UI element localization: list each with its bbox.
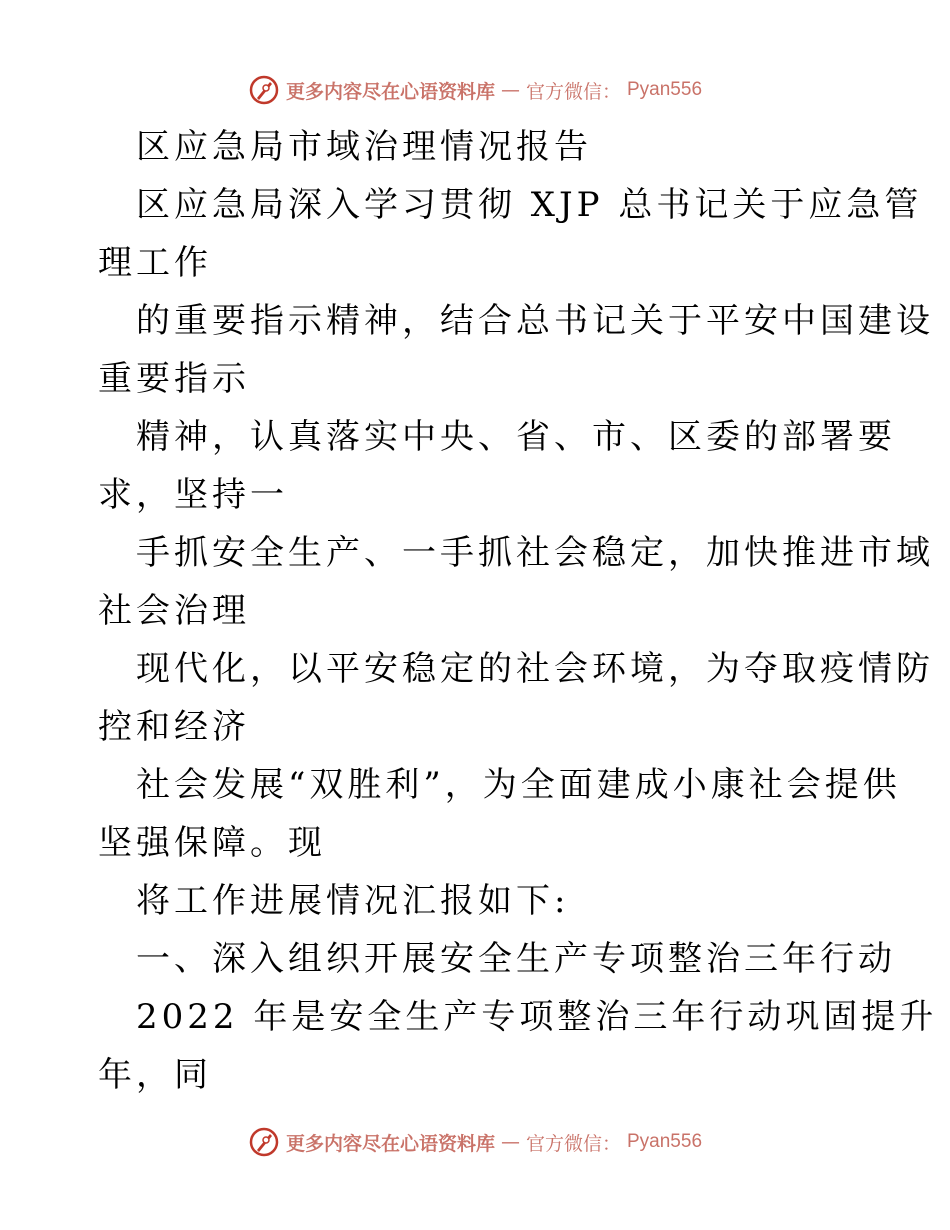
footer-watermark xyxy=(0,1122,950,1162)
paragraph-line: 精神，认真落实中央、省、市、区委的部署要 xyxy=(136,417,896,457)
paragraph-line: 坚强保障。现 xyxy=(98,823,326,863)
watermark-text: 更多内容尽在心语资料库 xyxy=(285,80,495,103)
paragraph-line: 理工作 xyxy=(98,243,212,283)
header-watermark xyxy=(0,70,950,110)
paragraph-line: 控和经济 xyxy=(98,707,250,747)
watermark-dash: — xyxy=(500,1131,520,1153)
watermark-dash: — xyxy=(500,79,520,101)
watermark-content xyxy=(248,1126,702,1158)
document-title: 区应急局市域治理情况报告 xyxy=(136,127,592,167)
paragraph-line: 求，坚持一 xyxy=(98,475,288,515)
paragraph-line: 2022 年是安全生产专项整治三年行动巩固提升 xyxy=(136,997,938,1037)
paragraph-line: 将工作进展情况汇报如下: xyxy=(136,881,570,921)
section-heading: 一、深入组织开展安全生产专项整治三年行动 xyxy=(136,939,896,979)
watermark-wechat-label: 官方微信： xyxy=(525,80,621,103)
watermark-wechat-label: 官方微信： xyxy=(525,1132,621,1155)
quill-logo-icon xyxy=(248,1126,280,1158)
paragraph-line: 现代化，以平安稳定的社会环境，为夺取疫情防 xyxy=(136,649,934,689)
paragraph-line: 手抓安全生产、一手抓社会稳定，加快推进市域 xyxy=(136,533,934,573)
paragraph-line: 社会治理 xyxy=(98,591,250,631)
document-body xyxy=(98,118,938,1104)
paragraph-line: 区应急局深入学习贯彻 XJP 总书记关于应急管 xyxy=(136,185,923,225)
paragraph-line: 年，同 xyxy=(98,1055,212,1095)
watermark-content xyxy=(248,74,702,106)
quill-logo-icon xyxy=(248,74,280,106)
paragraph-line: 社会发展“双胜利”，为全面建成小康社会提供 xyxy=(136,765,901,805)
paragraph-line: 重要指示 xyxy=(98,359,250,399)
watermark-wechat-id: Pyan556 xyxy=(627,79,703,100)
watermark-wechat-id: Pyan556 xyxy=(627,1131,703,1152)
paragraph-line: 的重要指示精神，结合总书记关于平安中国建设 xyxy=(136,301,934,341)
watermark-text: 更多内容尽在心语资料库 xyxy=(285,1132,495,1155)
